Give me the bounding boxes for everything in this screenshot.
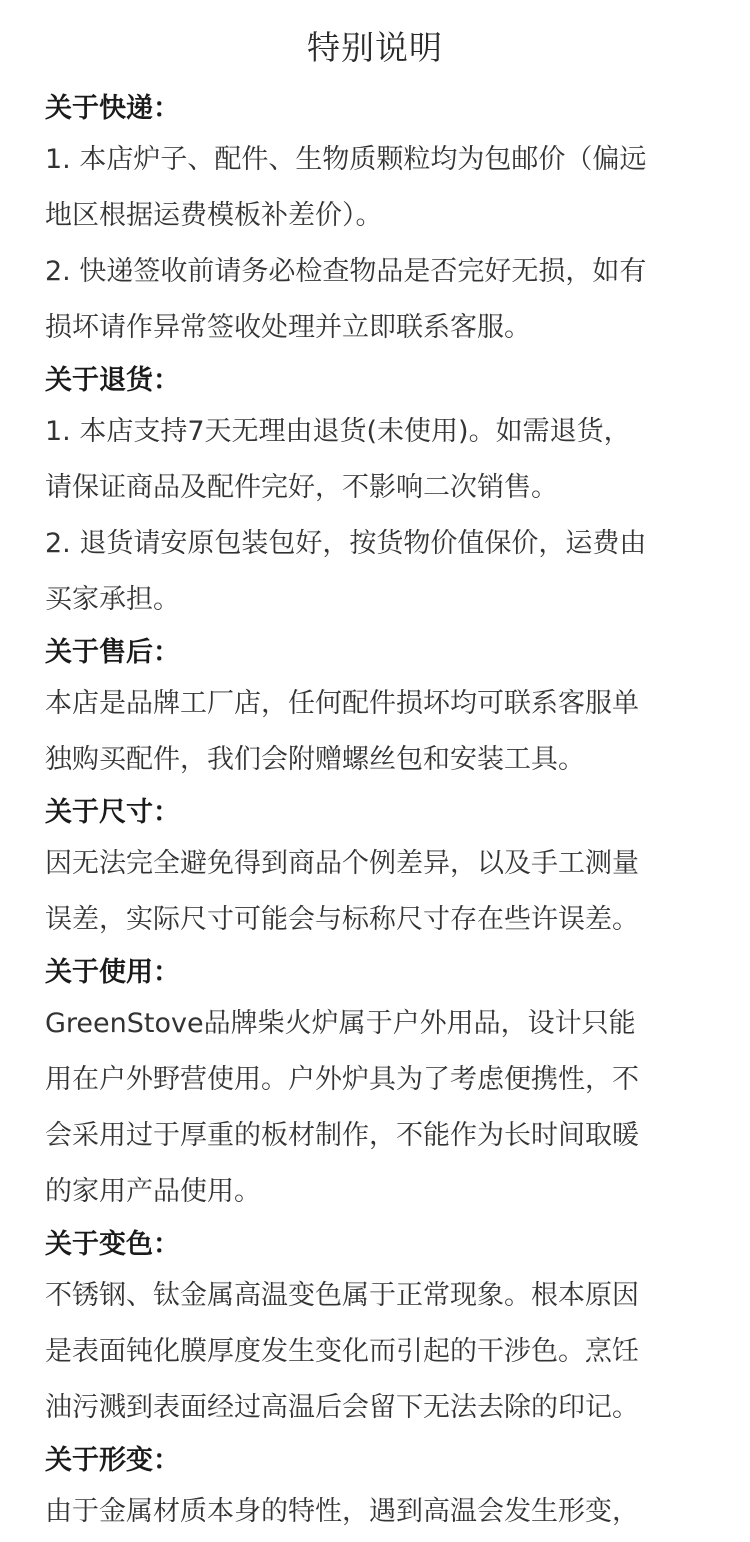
text-line: 不锈钢、钛金属高温变色属于正常现象。根本原因 <box>45 1280 639 1311</box>
section-heading: 关于尺寸： <box>45 797 180 828</box>
section-body <box>45 996 710 1220</box>
section-body <box>45 836 710 948</box>
text-line: 买家承担。 <box>45 584 180 615</box>
section-body <box>45 1484 710 1540</box>
text-line: 用在户外野营使用。户外炉具为了考虑便携性，不 <box>45 1064 639 1095</box>
section-discoloration <box>45 1222 710 1436</box>
text-line: 2. 退货请安原包装包好，按货物价值保价，运费由 <box>45 528 647 559</box>
section-body <box>45 676 710 788</box>
section-heading: 关于快递： <box>45 93 180 124</box>
notice-content <box>45 86 710 1542</box>
text-line: 因无法完全避免得到商品个例差异，以及手工测量 <box>45 848 639 879</box>
section-heading: 关于退货： <box>45 365 180 396</box>
text-line: 2. 快递签收前请务必检查物品是否完好无损，如有 <box>45 256 647 287</box>
text-line: 独购买配件，我们会附赠螺丝包和安装工具。 <box>45 744 585 775</box>
section-body <box>45 1268 710 1436</box>
text-line: 的家用产品使用。 <box>45 1176 261 1207</box>
text-line: 由于金属材质本身的特性，遇到高温会发生形变， <box>45 1496 639 1527</box>
text-line: 本店是品牌工厂店，任何配件损坏均可联系客服单 <box>45 688 639 719</box>
section-after-sales <box>45 630 710 788</box>
text-line: 油污溅到表面经过高温后会留下无法去除的印记。 <box>45 1392 639 1423</box>
section-heading: 关于变色： <box>45 1229 180 1260</box>
text-line: 损坏请作异常签收处理并立即联系客服。 <box>45 312 531 343</box>
section-heading: 关于售后： <box>45 637 180 668</box>
text-line: 1. 本店炉子、配件、生物质颗粒均为包邮价（偏远 <box>45 144 647 175</box>
text-line: 地区根据运费模板补差价）。 <box>45 200 383 231</box>
section-heading: 关于形变： <box>45 1445 180 1476</box>
text-line: 误差，实际尺寸可能会与标称尺寸存在些许误差。 <box>45 904 639 935</box>
section-shipping <box>45 86 710 356</box>
text-line: 1. 本店支持7天无理由退货(未使用)。如需退货， <box>45 416 631 447</box>
text-line: 请保证商品及配件完好，不影响二次销售。 <box>45 472 558 503</box>
section-body <box>45 132 710 356</box>
section-heading: 关于使用： <box>45 957 180 988</box>
section-deformation <box>45 1438 710 1540</box>
section-body <box>45 404 710 628</box>
section-size <box>45 790 710 948</box>
section-returns <box>45 358 710 628</box>
text-line: 会采用过于厚重的板材制作，不能作为长时间取暖 <box>45 1120 639 1151</box>
section-usage <box>45 950 710 1220</box>
page-title: 特别说明 <box>307 28 443 67</box>
text-line: 是表面钝化膜厚度发生变化而引起的干涉色。烹饪 <box>45 1336 639 1367</box>
text-line: GreenStove品牌柴火炉属于户外用品，设计只能 <box>45 1008 636 1039</box>
